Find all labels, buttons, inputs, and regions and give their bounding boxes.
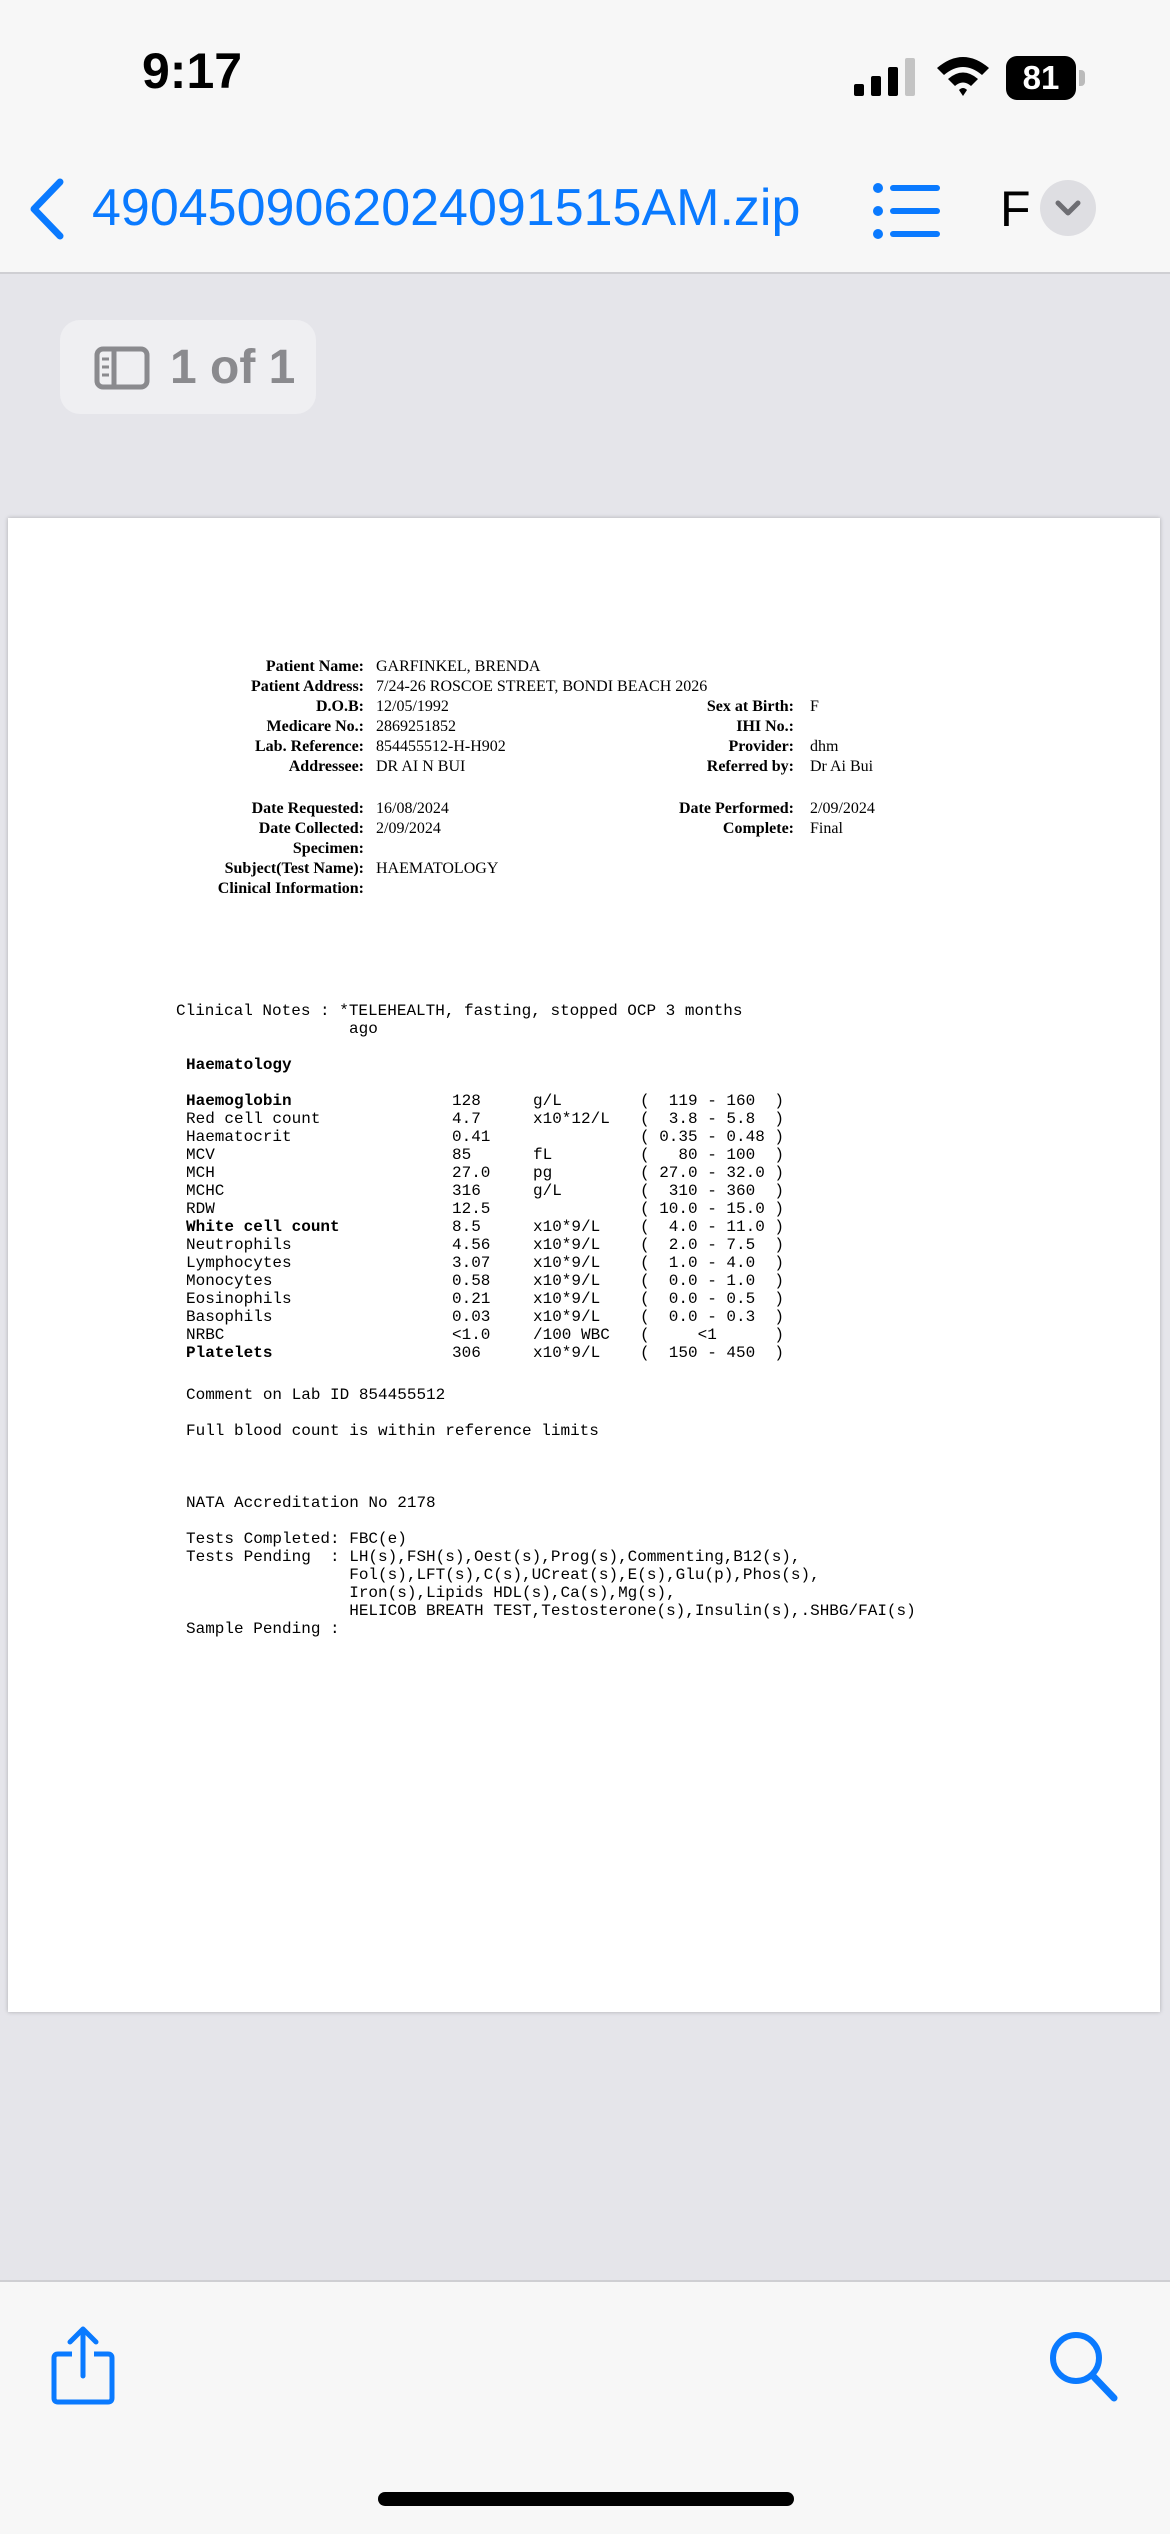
result-range: ( 27.0 - 32.0 ) <box>640 1164 785 1182</box>
magnifier-icon[interactable] <box>1048 2330 1118 2402</box>
wifi-icon <box>935 54 991 98</box>
label-complete: Complete: <box>722 820 794 837</box>
label-sex-at-birth: Sex at Birth: <box>706 698 794 715</box>
label-medicare: Medicare No.: <box>266 718 364 735</box>
chevron-down-icon <box>1040 180 1096 236</box>
result-name: Platelets <box>186 1344 273 1362</box>
page-indicator[interactable] <box>60 320 316 414</box>
result-unit: x10*9/L <box>533 1254 601 1272</box>
result-unit: g/L <box>533 1182 562 1200</box>
label-referred-by: Referred by: <box>706 758 794 775</box>
result-name: White cell count <box>186 1218 340 1236</box>
file-title: 4904509062024091515AM.zip <box>92 179 801 237</box>
value-medicare: 2869251852 <box>376 718 456 735</box>
value-provider: dhm <box>810 738 839 755</box>
result-range: ( 0.0 - 1.0 ) <box>640 1272 785 1290</box>
page-indicator-label: 1 of 1 <box>170 341 296 394</box>
status-time: 9:17 <box>142 43 243 99</box>
result-value: 0.58 <box>452 1272 491 1290</box>
label-dob: D.O.B: <box>316 698 364 715</box>
bottom-toolbar <box>0 2280 1170 2534</box>
battery-level: 81 <box>1006 56 1076 100</box>
result-name: Lymphocytes <box>186 1254 292 1272</box>
result-unit: g/L <box>533 1092 562 1110</box>
sample-pending: Sample Pending : <box>186 1620 340 1638</box>
label-date-collected: Date Collected: <box>258 820 364 837</box>
document-page <box>8 518 1160 2012</box>
result-name: Neutrophils <box>186 1236 292 1254</box>
label-ihi: IHI No.: <box>736 718 794 735</box>
label-patient-name: Patient Name: <box>265 658 364 675</box>
result-name: Red cell count <box>186 1110 321 1128</box>
value-sex-at-birth: F <box>810 698 819 715</box>
result-range: ( 150 - 450 ) <box>640 1344 785 1362</box>
label-addressee: Addressee: <box>288 758 364 775</box>
more-options-button[interactable] <box>1040 180 1096 236</box>
result-value: <1.0 <box>452 1326 491 1344</box>
result-range: ( <1 ) <box>640 1326 785 1344</box>
result-value: 0.41 <box>452 1128 491 1146</box>
value-patient-name: GARFINKEL, BRENDA <box>376 658 541 675</box>
result-range: ( 3.8 - 5.8 ) <box>640 1110 785 1128</box>
sidebar-icon <box>94 346 150 390</box>
result-value: 4.56 <box>452 1236 491 1254</box>
value-addressee: DR AI N BUI <box>376 758 466 775</box>
result-name: Eosinophils <box>186 1290 292 1308</box>
result-unit: x10*12/L <box>533 1110 610 1128</box>
result-unit: x10*9/L <box>533 1236 601 1254</box>
result-name: MCV <box>186 1146 215 1164</box>
label-specimen: Specimen: <box>292 840 364 857</box>
battery-icon <box>1006 56 1086 100</box>
value-lab-reference: 854455512-H-H902 <box>376 738 506 755</box>
home-indicator <box>378 2492 794 2506</box>
result-unit: x10*9/L <box>533 1344 601 1362</box>
result-value: 306 <box>452 1344 481 1362</box>
value-complete: Final <box>810 820 843 837</box>
result-value: 8.5 <box>452 1218 481 1236</box>
tests-pending-line: Tests Pending : LH(s),FSH(s),Oest(s),Prog(s),Commenting,B12(s), <box>186 1548 801 1566</box>
result-unit: pg <box>533 1164 553 1182</box>
result-name: Monocytes <box>186 1272 273 1290</box>
clinical-notes-continued: ago <box>349 1020 378 1038</box>
clinical-notes: Clinical Notes : *TELEHEALTH, fasting, stopped OCP 3 months <box>176 1002 743 1020</box>
result-unit: fL <box>533 1146 553 1164</box>
result-range: ( 1.0 - 4.0 ) <box>640 1254 785 1272</box>
lab-comment: Comment on Lab ID 854455512 <box>186 1386 446 1404</box>
result-name: RDW <box>186 1200 215 1218</box>
result-unit: /100 WBC <box>533 1326 610 1344</box>
value-date-collected: 2/09/2024 <box>376 820 441 837</box>
result-name: MCHC <box>186 1182 225 1200</box>
result-unit: x10*9/L <box>533 1272 601 1290</box>
value-referred-by: Dr Ai Bui <box>810 758 874 775</box>
value-date-requested: 16/08/2024 <box>376 800 449 817</box>
result-range: ( 0.35 - 0.48 ) <box>640 1128 785 1146</box>
result-name: NRBC <box>186 1326 225 1344</box>
list-icon[interactable] <box>872 180 942 242</box>
value-date-performed: 2/09/2024 <box>810 800 875 817</box>
result-value: 3.07 <box>452 1254 491 1272</box>
section-title: Haematology <box>186 1056 292 1074</box>
status-bar <box>0 0 1170 150</box>
result-value: 316 <box>452 1182 481 1200</box>
value-dob: 12/05/1992 <box>376 698 449 715</box>
result-name: Basophils <box>186 1308 273 1326</box>
result-value: 0.03 <box>452 1308 491 1326</box>
result-name: MCH <box>186 1164 215 1182</box>
result-range: ( 119 - 160 ) <box>640 1092 785 1110</box>
result-value: 4.7 <box>452 1110 481 1128</box>
label-subject: Subject(Test Name): <box>224 860 364 877</box>
label-date-requested: Date Requested: <box>251 800 364 817</box>
label-lab-reference: Lab. Reference: <box>255 738 364 755</box>
overflow-title-glyph: F <box>1000 181 1031 237</box>
result-value: 12.5 <box>452 1200 491 1218</box>
result-value: 128 <box>452 1092 481 1110</box>
result-name: Haematocrit <box>186 1128 292 1146</box>
value-patient-address: 7/24-26 ROSCOE STREET, BONDI BEACH 2026 <box>376 678 708 695</box>
result-range: ( 2.0 - 7.5 ) <box>640 1236 785 1254</box>
tests-pending-line: Iron(s),Lipids HDL(s),Ca(s),Mg(s), <box>186 1584 676 1602</box>
fbc-note: Full blood count is within reference limits <box>186 1422 599 1440</box>
tests-pending-line: HELICOB BREATH TEST,Testosterone(s),Insulin(s),.SHBG/FAI(s) <box>186 1602 916 1620</box>
share-icon[interactable] <box>50 2324 116 2406</box>
result-name: Haemoglobin <box>186 1092 292 1110</box>
tests-completed: Tests Completed: FBC(e) <box>186 1530 407 1548</box>
label-patient-address: Patient Address: <box>250 678 364 695</box>
navigation-bar <box>0 150 1170 274</box>
result-value: 27.0 <box>452 1164 491 1182</box>
nata-accreditation: NATA Accreditation No 2178 <box>186 1494 436 1512</box>
result-range: ( 0.0 - 0.3 ) <box>640 1308 785 1326</box>
cellular-signal-icon <box>854 58 916 96</box>
result-range: ( 310 - 360 ) <box>640 1182 785 1200</box>
result-range: ( 10.0 - 15.0 ) <box>640 1200 785 1218</box>
label-date-performed: Date Performed: <box>678 800 794 817</box>
result-range: ( 0.0 - 0.5 ) <box>640 1290 785 1308</box>
result-unit: x10*9/L <box>533 1308 601 1326</box>
tests-pending-line: Fol(s),LFT(s),C(s),UCreat(s),E(s),Glu(p),Phos(s), <box>186 1566 820 1584</box>
result-range: ( 4.0 - 11.0 ) <box>640 1218 785 1236</box>
label-provider: Provider: <box>728 738 794 755</box>
value-subject: HAEMATOLOGY <box>376 860 499 877</box>
chevron-left-icon[interactable] <box>22 174 72 244</box>
result-value: 85 <box>452 1146 472 1164</box>
result-unit: x10*9/L <box>533 1290 601 1308</box>
result-value: 0.21 <box>452 1290 491 1308</box>
label-clinical-information: Clinical Information: <box>217 880 364 897</box>
result-unit: x10*9/L <box>533 1218 601 1236</box>
result-range: ( 80 - 100 ) <box>640 1146 785 1164</box>
